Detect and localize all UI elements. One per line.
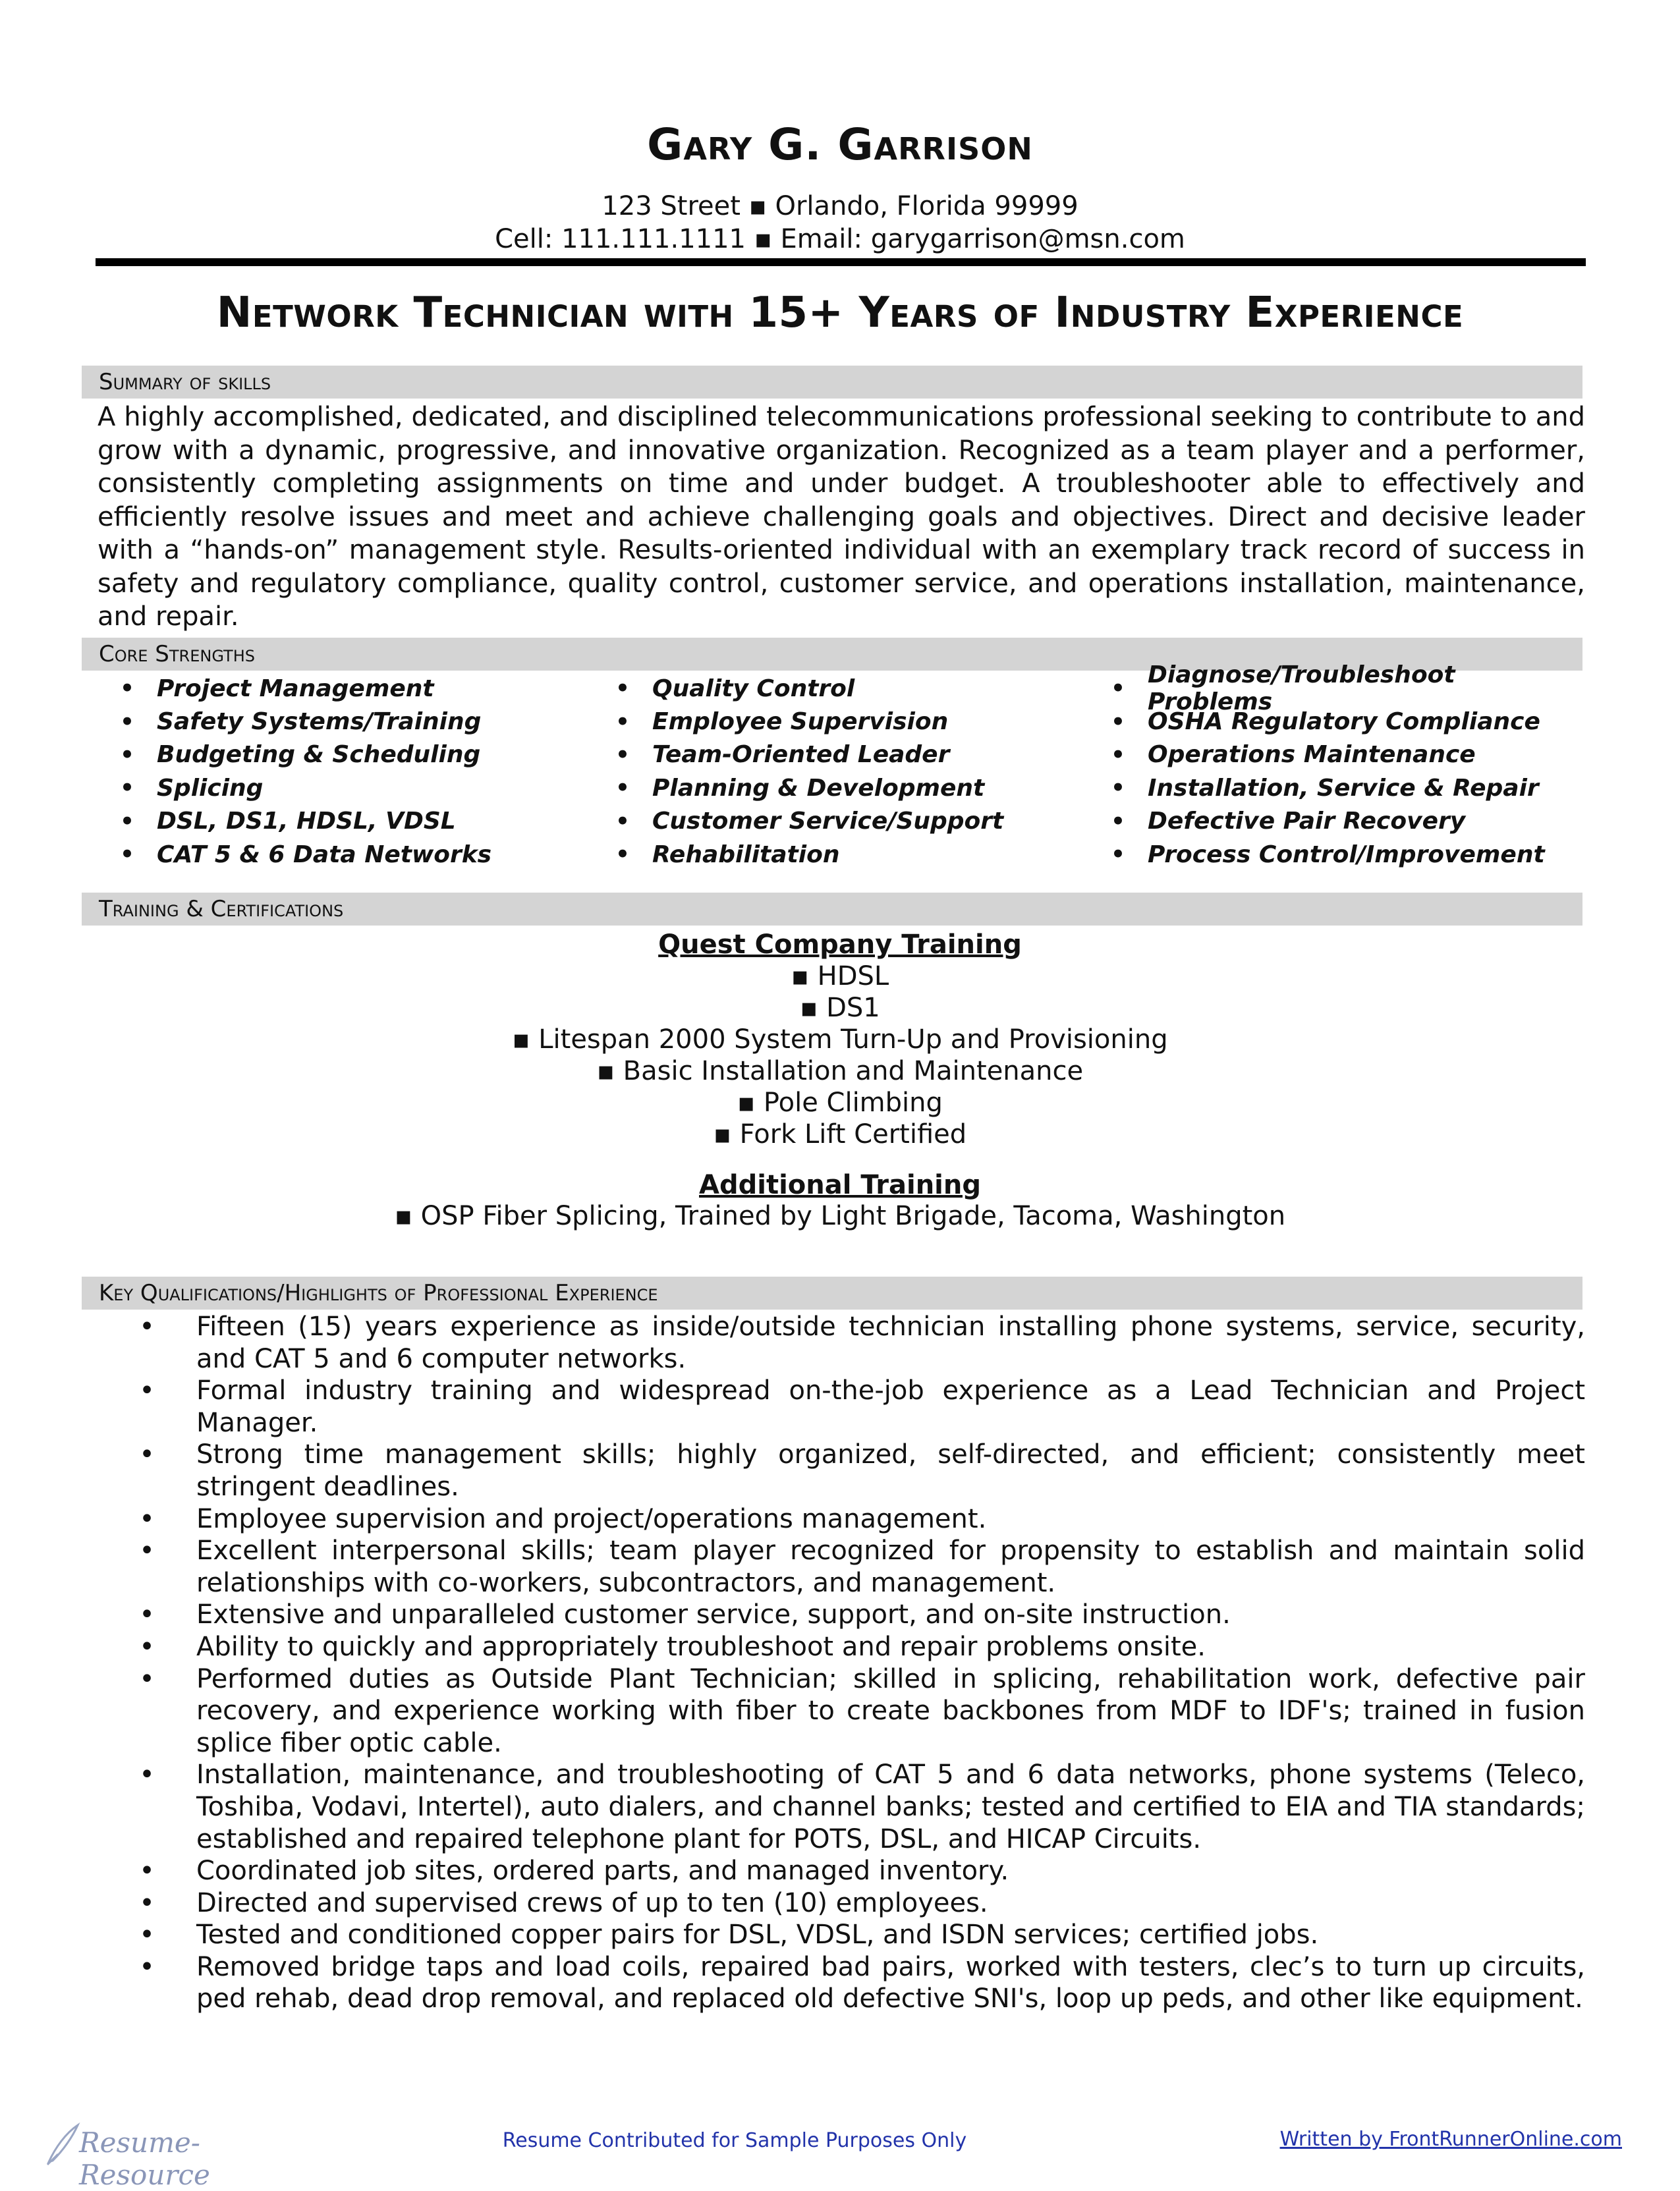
strength-item bbox=[98, 738, 593, 771]
strength-label: Project Management bbox=[157, 675, 434, 702]
training-item: ▪ Basic Installation and Maintenance bbox=[596, 1056, 1084, 1086]
qualification-item bbox=[98, 1535, 1585, 1599]
bullet-icon: • bbox=[139, 1439, 155, 1470]
bullet-icon: • bbox=[120, 841, 134, 868]
qualification-text: Removed bridge taps and load coils, repaired bad pairs, worked with testers, clec’s to turn up circuits, ped rehab, dead drop removal, and replaced old defective SNI's, loop up peds, and other like equipment. bbox=[196, 1951, 1585, 2014]
section-training-title: Training & Certifications bbox=[82, 893, 1582, 926]
strength-item bbox=[98, 805, 593, 838]
bullet-icon: • bbox=[120, 675, 134, 702]
bullet-icon: • bbox=[120, 808, 134, 835]
qualification-text: Formal industry training and widespread on-the-job experience as a Lead Technician and Project Manager. bbox=[196, 1375, 1585, 1438]
qualification-item bbox=[98, 1599, 1585, 1631]
bullet-icon: • bbox=[120, 708, 134, 735]
strength-label: CAT 5 & 6 Data Networks bbox=[157, 841, 492, 868]
page-footer bbox=[0, 2121, 1680, 2191]
bullet-icon: • bbox=[139, 1375, 155, 1406]
strength-label: DSL, DS1, HDSL, VDSL bbox=[157, 808, 456, 835]
qualification-text: Directed and supervised crews of up to ten (10) employees. bbox=[196, 1887, 988, 1918]
strength-label: Installation, Service & Repair bbox=[1148, 774, 1539, 802]
training-item: ▪ HDSL bbox=[791, 961, 889, 991]
section-summary-title: Summary of skills bbox=[82, 366, 1582, 399]
qualification-item bbox=[98, 1759, 1585, 1855]
sample-purposes-link[interactable]: Resume Contributed for Sample Purposes Only bbox=[502, 2129, 967, 2152]
qualification-item bbox=[98, 1375, 1585, 1439]
strength-label: Planning & Development bbox=[652, 774, 985, 802]
bullet-icon: • bbox=[120, 775, 134, 802]
qualification-item bbox=[98, 1887, 1585, 1920]
strength-item bbox=[593, 672, 1088, 705]
strength-label: OSHA Regulatory Compliance bbox=[1148, 708, 1540, 736]
strength-label: Safety Systems/Training bbox=[157, 708, 482, 736]
strength-item bbox=[1088, 838, 1584, 871]
training-item: ▪ Fork Lift Certified bbox=[713, 1119, 967, 1150]
bullet-icon: • bbox=[1111, 708, 1125, 735]
logo-text: Resume-Resource bbox=[79, 2126, 210, 2191]
core-strengths-list bbox=[98, 661, 1585, 871]
bullet-icon: • bbox=[139, 1312, 155, 1342]
strength-label: Defective Pair Recovery bbox=[1148, 808, 1466, 835]
qualification-item bbox=[98, 1919, 1585, 1951]
summary-text: A highly accomplished, dedicated, and disciplined telecommunications professional seeking to contribute to and grow with a dynamic, progressive, and innovative organization. Recognized as a team player and a performer, consistently completing assignments on time and under budget. A troubleshooter able to effectively and efficiently resolve issues and meet and achieve challenging goals and objectives. Direct and decisive leader with a “hands-on” management style. Results-oriented individual with an exemplary track record of success in safety and regulatory compliance, quality control, customer service, and operations installation, maintenance, and repair. bbox=[98, 402, 1585, 632]
qualification-item bbox=[98, 1631, 1585, 1663]
bullet-icon: • bbox=[1111, 808, 1125, 835]
bullet-icon: • bbox=[139, 1503, 155, 1534]
bullet-icon: • bbox=[139, 1631, 155, 1662]
bullet-icon: • bbox=[139, 1536, 155, 1567]
qualification-item bbox=[98, 1439, 1585, 1503]
additional-training-heading: Additional Training bbox=[699, 1170, 981, 1200]
bullet-icon: • bbox=[615, 841, 630, 868]
strength-label: Customer Service/Support bbox=[652, 808, 1004, 835]
quest-training-heading: Quest Company Training bbox=[658, 929, 1022, 960]
strength-item bbox=[1088, 705, 1584, 738]
bullet-icon: • bbox=[615, 708, 630, 735]
bullet-icon: • bbox=[1111, 841, 1125, 868]
bullet-icon: • bbox=[1111, 775, 1125, 802]
strength-item bbox=[1088, 661, 1584, 716]
qualification-text: Employee supervision and project/operations management. bbox=[196, 1503, 987, 1534]
bullet-icon: • bbox=[139, 1760, 155, 1790]
strength-item bbox=[1088, 805, 1584, 838]
strength-label: Operations Maintenance bbox=[1148, 741, 1476, 769]
contact-line: Cell: 111.111.1111 ▪ Email: garygarrison@msn.com bbox=[495, 224, 1185, 254]
qualification-text: Extensive and unparalleled customer service, support, and on-site instruction. bbox=[196, 1599, 1231, 1630]
training-item: ▪ Litespan 2000 System Turn-Up and Provisioning bbox=[512, 1024, 1168, 1055]
header-rule bbox=[96, 258, 1586, 266]
bullet-icon: • bbox=[615, 775, 630, 802]
strength-label: Diagnose/Troubleshoot Problems bbox=[1148, 661, 1455, 716]
training-item: ▪ Pole Climbing bbox=[737, 1088, 943, 1118]
strength-item bbox=[593, 705, 1088, 738]
strength-label: Process Control/Improvement bbox=[1148, 841, 1545, 868]
strength-item bbox=[98, 705, 593, 738]
strength-item bbox=[593, 805, 1088, 838]
strength-item bbox=[98, 771, 593, 804]
strengths-column bbox=[593, 672, 1088, 871]
strength-item bbox=[1088, 738, 1584, 771]
strength-label: Team-Oriented Leader bbox=[652, 741, 950, 769]
qualification-item bbox=[98, 1951, 1585, 2015]
applicant-name: Gary G. Garrison bbox=[647, 119, 1033, 170]
qualification-text: Tested and conditioned copper pairs for DSL, VDSL, and ISDN services; certified jobs. bbox=[196, 1920, 1319, 1951]
bullet-icon: • bbox=[615, 808, 630, 835]
bullet-icon: • bbox=[1111, 741, 1125, 768]
qualification-text: Performed duties as Outside Plant Technician; skilled in splicing, rehabilitation work, defective pair recovery, and experience working with fiber to create backbones from MDF to IDF's; trained in fusion splice fiber optic cable. bbox=[196, 1663, 1585, 1758]
strengths-column bbox=[98, 672, 593, 871]
strength-item bbox=[98, 672, 593, 705]
bullet-icon: • bbox=[139, 1599, 155, 1630]
bullet-icon: • bbox=[120, 741, 134, 768]
strength-label: Employee Supervision bbox=[652, 708, 949, 736]
bullet-icon: • bbox=[615, 675, 630, 702]
bullet-icon: • bbox=[1111, 675, 1125, 702]
bullet-icon: • bbox=[139, 1951, 155, 1982]
qualification-text: Installation, maintenance, and troubleshooting of CAT 5 and 6 data networks, phone systems (Teleco, Toshiba, Vodavi, Intertel), auto dialers, and channel banks; tested and certified to EIA and TIA standards; established and repaired telephone plant for POTS, DSL, and HICAP Circuits. bbox=[196, 1760, 1585, 1854]
qualification-item bbox=[98, 1855, 1585, 1887]
strength-item bbox=[98, 838, 593, 871]
qualification-text: Coordinated job sites, ordered parts, and managed inventory. bbox=[196, 1856, 1009, 1887]
qualification-text: Ability to quickly and appropriately troubleshoot and repair problems onsite. bbox=[196, 1631, 1206, 1662]
bullet-icon: • bbox=[139, 1856, 155, 1887]
training-item: ▪ OSP Fiber Splicing, Trained by Light Brigade, Tacoma, Washington bbox=[394, 1201, 1286, 1231]
training-item: ▪ DS1 bbox=[800, 993, 880, 1023]
strength-item bbox=[1088, 771, 1584, 804]
qualification-text: Excellent interpersonal skills; team player recognized for propensity to establish and maintain solid relationships with co-workers, subcontractors, and management. bbox=[196, 1536, 1585, 1598]
qualifications-list bbox=[98, 1311, 1585, 2015]
qualification-text: Fifteen (15) years experience as inside/outside technician installing phone systems, service, security, and CAT 5 and 6 computer networks. bbox=[196, 1312, 1585, 1374]
section-qualifications-title: Key Qualifications/Highlights of Professional Experience bbox=[82, 1277, 1582, 1310]
resume-headline: Network Technician with 15+ Years of Industry Experience bbox=[216, 289, 1464, 337]
qualification-item bbox=[98, 1663, 1585, 1760]
address-line: 123 Street ▪ Orlando, Florida 99999 bbox=[602, 191, 1078, 221]
strength-label: Budgeting & Scheduling bbox=[157, 741, 481, 769]
section-core-strengths-title: Core Strengths bbox=[82, 638, 1582, 671]
bullet-icon: • bbox=[615, 741, 630, 768]
strengths-column bbox=[1088, 661, 1584, 871]
strength-item bbox=[593, 738, 1088, 771]
qualification-item bbox=[98, 1311, 1585, 1375]
bullet-icon: • bbox=[139, 1663, 155, 1694]
strength-label: Rehabilitation bbox=[652, 841, 840, 868]
qualification-text: Strong time management skills; highly organized, self-directed, and efficient; consistently meet stringent deadlines. bbox=[196, 1439, 1585, 1502]
qualification-item bbox=[98, 1503, 1585, 1536]
frontrunner-link[interactable]: Written by FrontRunnerOnline.com bbox=[1279, 2128, 1622, 2151]
strength-label: Splicing bbox=[157, 774, 264, 802]
strength-item bbox=[593, 771, 1088, 804]
strength-item bbox=[593, 838, 1088, 871]
bullet-icon: • bbox=[139, 1887, 155, 1918]
bullet-icon: • bbox=[139, 1920, 155, 1951]
strength-label: Quality Control bbox=[652, 675, 855, 702]
